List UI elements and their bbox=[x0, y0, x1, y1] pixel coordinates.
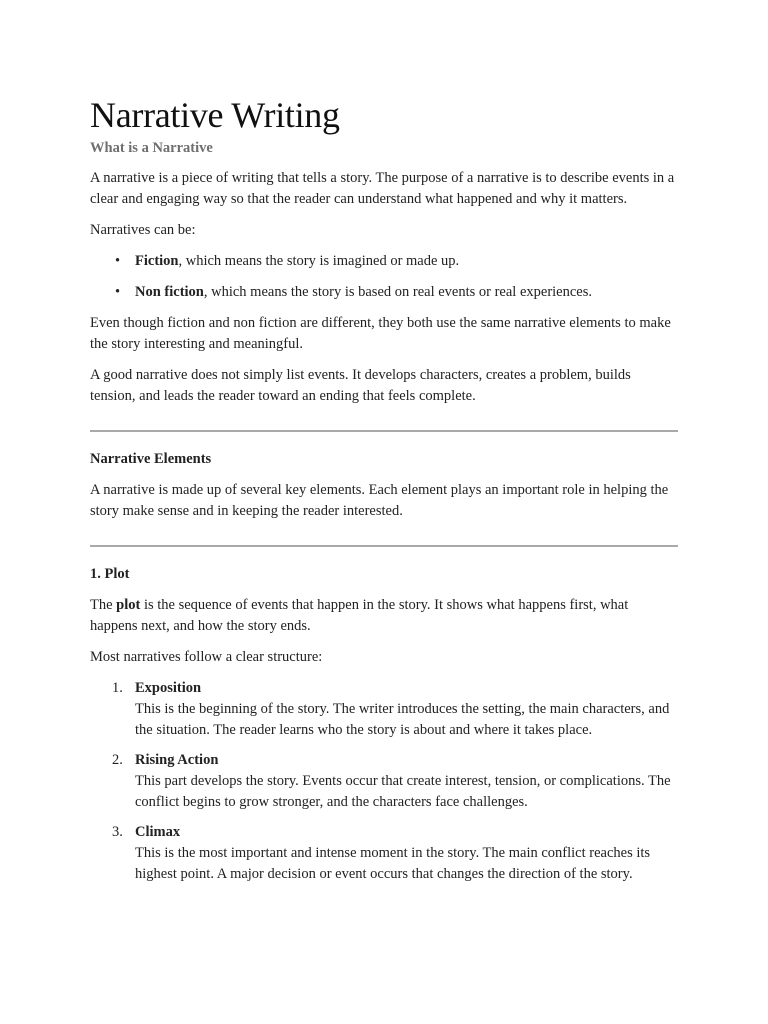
narrative-types-list bbox=[90, 251, 678, 303]
elements-note-paragraph: Even though fiction and non fiction are different, they both use the same narrative elements to make the story interesting and meaningful. bbox=[90, 315, 671, 352]
plot-heading: 1. Plot bbox=[90, 566, 130, 582]
plot-text-start: The bbox=[90, 597, 117, 613]
section-subtitle: What is a Narrative bbox=[90, 140, 213, 156]
bullet-icon: • bbox=[115, 284, 121, 300]
term-non-fiction-description: , which means the story is based on real events or real experiences. bbox=[203, 284, 593, 300]
plot-text-end: is the sequence of events that happen in the story. It shows what happens first, what happens next, and how the story ends. bbox=[90, 597, 629, 634]
term-non-fiction: Non fiction bbox=[135, 284, 204, 300]
page-title: Narrative Writing bbox=[90, 95, 340, 135]
plot-term: plot bbox=[116, 597, 141, 613]
step-number: 3. bbox=[112, 824, 123, 840]
term-fiction: Fiction bbox=[135, 253, 179, 269]
divider bbox=[90, 545, 678, 547]
plot-paragraph bbox=[90, 595, 678, 637]
plot-structure-list bbox=[90, 678, 678, 885]
divider bbox=[90, 430, 678, 432]
elements-heading: Narrative Elements bbox=[90, 451, 212, 467]
structure-intro: Most narratives follow a clear structure: bbox=[90, 649, 323, 665]
step-description: This part develops the story. Events occur that create interest, tension, or complications. The conflict begins to grow stronger, and the characters face challenges. bbox=[135, 773, 671, 810]
step-title: Climax bbox=[135, 824, 181, 840]
step-description: This is the most important and intense moment in the story. The main conflict reaches its highest point. A major decision or event occurs that changes the direction of the story. bbox=[135, 845, 651, 882]
bullet-icon: • bbox=[115, 253, 121, 269]
term-fiction-description: , which means the story is imagined or made up. bbox=[178, 253, 460, 269]
step-title: Rising Action bbox=[135, 752, 219, 768]
list-item bbox=[115, 282, 678, 303]
types-intro: Narratives can be: bbox=[90, 222, 196, 238]
step-description: This is the beginning of the story. The writer introduces the setting, the main characters, and the situation. The reader learns who the story is about and where it takes place. bbox=[135, 701, 670, 738]
elements-paragraph: A narrative is made up of several key elements. Each element plays an important role in helping the story make sense and in keeping the reader interested. bbox=[90, 482, 669, 519]
step-number: 2. bbox=[112, 752, 123, 768]
intro-paragraph: A narrative is a piece of writing that tells a story. The purpose of a narrative is to describe events in a clear and engaging way so that the reader can understand what happened and why it matters. bbox=[90, 170, 675, 207]
good-narrative-paragraph: A good narrative does not simply list events. It develops characters, creates a problem, builds tension, and leads the reader toward an ending that feels complete. bbox=[90, 367, 631, 404]
step-number: 1. bbox=[112, 680, 123, 696]
list-item bbox=[115, 251, 678, 272]
list-item bbox=[112, 678, 678, 741]
step-title: Exposition bbox=[135, 680, 202, 696]
list-item bbox=[112, 750, 678, 813]
list-item bbox=[112, 822, 678, 885]
